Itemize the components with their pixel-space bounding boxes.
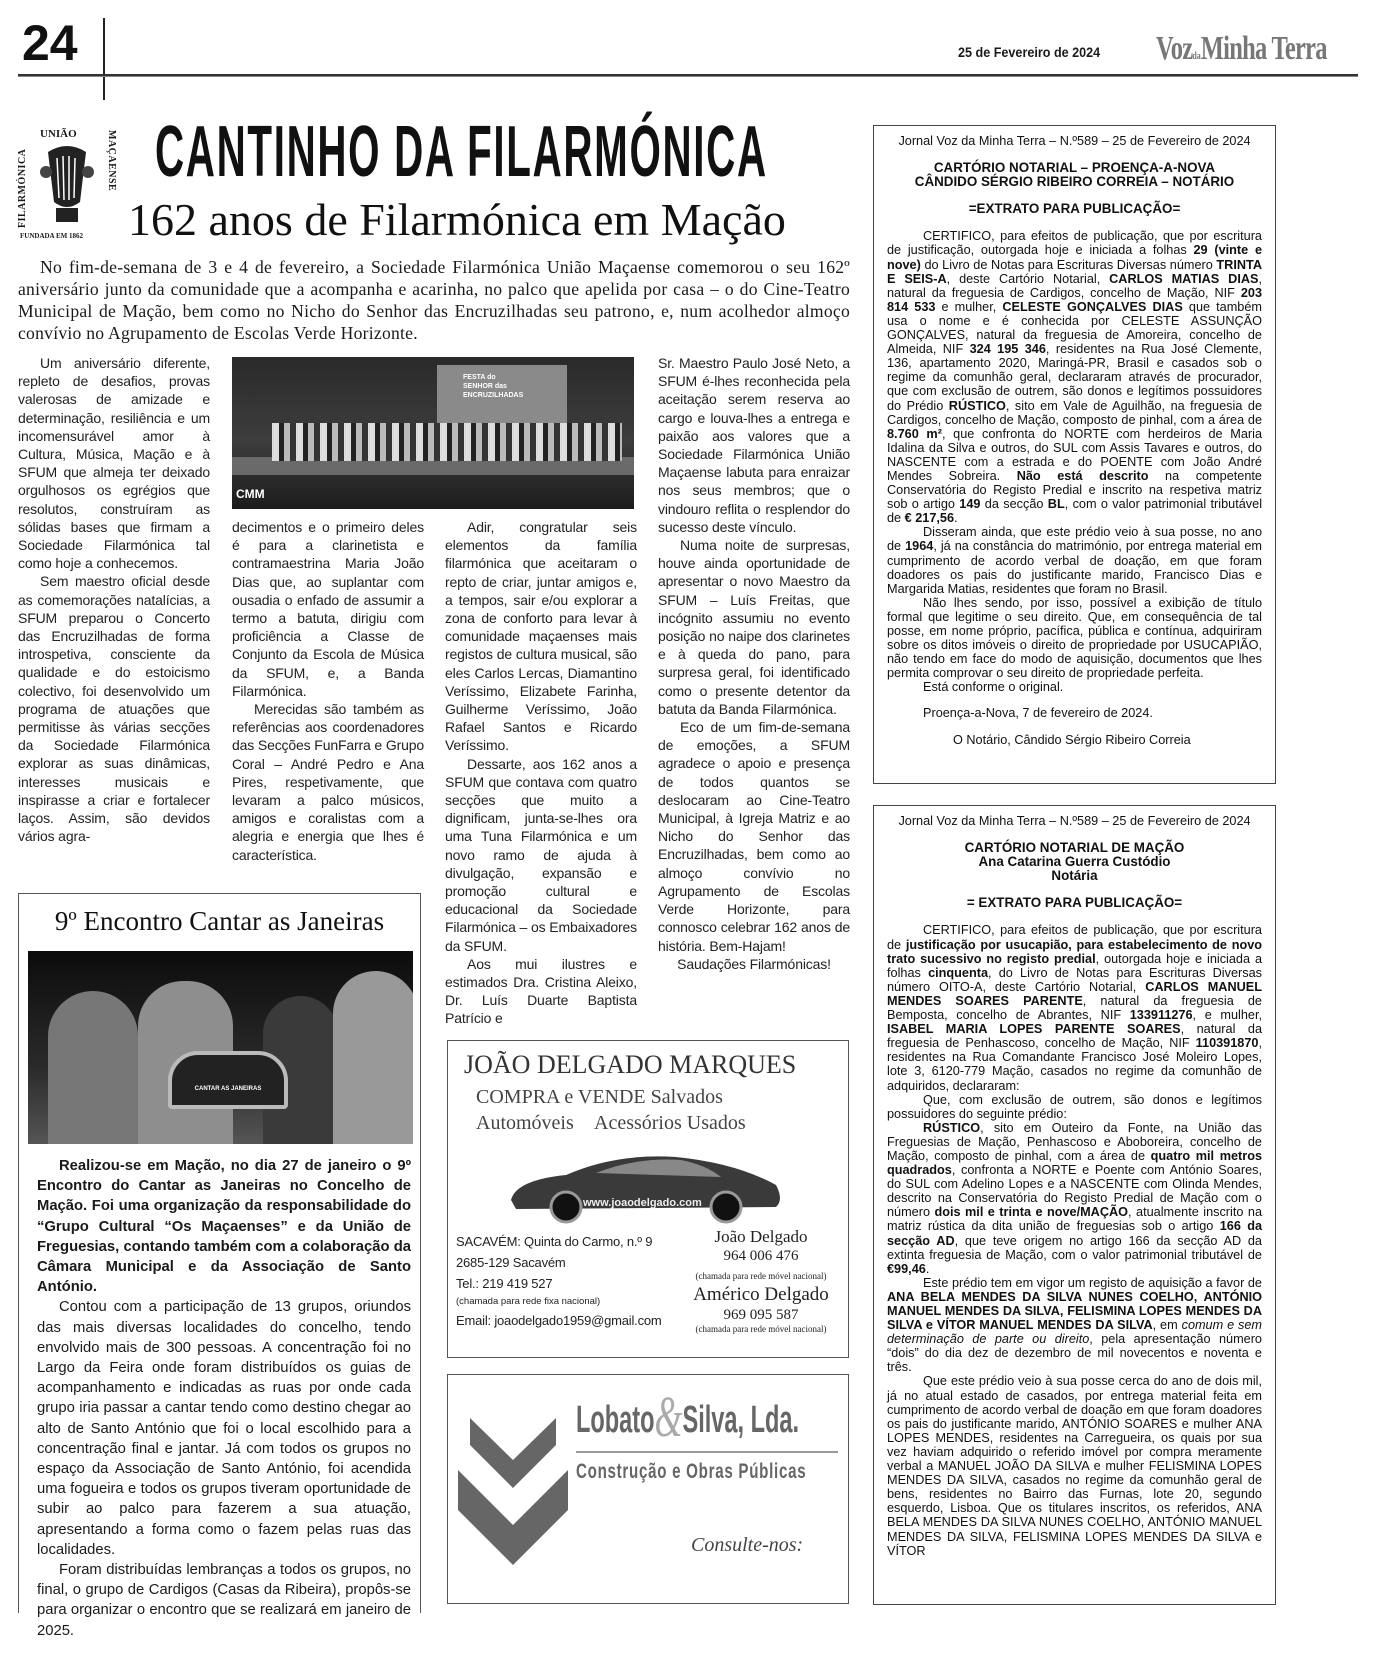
text: , atualmente inscrito na matriz rústica da dita união de freguesias sob o artigo	[887, 1205, 1262, 1234]
section-title: CANTINHO DA FILARMÓNICA	[155, 112, 768, 192]
text: Que, com exclusão de outrem, são donos e legítimos possuidores do seguinte prédio:	[887, 1092, 1262, 1121]
text: , com o valor patrimonial tributável de	[887, 497, 1263, 526]
lobato-name1: Lobato	[576, 1399, 655, 1441]
bold-text: ANA BELA MENDES DA SILVA NUNES COELHO, ANTÓNIO MANUEL MENDES DA SILVA, FELISMINA LOPES MENDES DA SILVA e VÍTOR MANUEL MENDES DA SILVA	[887, 1289, 1262, 1333]
notice-paragraph	[887, 680, 1262, 694]
person-silhouette	[48, 991, 138, 1144]
notice-title: CARTÓRIO NOTARIAL – PROENÇA-A-NOVA	[933, 160, 1216, 176]
paragraph: Adir, congratular seis elementos da família filarmónica que aceitaram o repto de criar, juntar amigos e, a tempos, sair e/ou explorar a zona de conforto para levar à comunidade maçaenses mais registos de cultura musical, são eles Carlos Lercas, Diamantino Veríssimo, Elizabete Farinha, Guilherme Veríssimo, João Rafael Santos e Ricardo Veríssimo.	[445, 519, 637, 754]
ad-phone-note: (chamada para rede fixa nacional)	[456, 1296, 601, 1307]
notice-body	[887, 229, 1262, 694]
text: , sito em Outeiro da Fonte, na União das Freguesias de Mação, Penhascoso e Aboboreira, concelho de Mação, composto de pinhal, com a área de	[887, 1120, 1262, 1163]
notice-place-date: Proença-a-Nova, 7 de fevereiro de 2024.	[923, 706, 1153, 721]
text: Este prédio tem em vigor um registo de aquisição a favor de	[923, 1275, 1262, 1290]
notice-paragraph	[887, 229, 1262, 525]
musicians-group	[272, 423, 622, 461]
ad-company-name: JOÃO DELGADO MARQUES	[464, 1050, 797, 1079]
page-number: 24	[22, 15, 78, 71]
logo-top-text: UNIÃO	[40, 128, 77, 140]
janeiras-lead: Realizou-se em Mação, no dia 27 de janeiro o 9º Encontro do Cantar as Janeiras no Concelho de Mação. Foi uma organização da responsabilidade do “Grupo Cultural “Os Maçaenses” e da União de Freguesias, contando também com a colaboração da Câmara Municipal e da Associação de Santo António.	[37, 1158, 411, 1296]
notice-signature: O Notário, Cândido Sérgio Ribeiro Correia	[953, 732, 1191, 747]
issue-date: 25 de Fevereiro de 2024	[958, 44, 1101, 60]
bold-text: 149	[959, 497, 981, 512]
closing-salutation: Saudações Filarmónicas!	[677, 955, 831, 972]
bold-text: dois mil e trinta e nove/MAÇÃO	[934, 1205, 1129, 1220]
logo-right-text: MAÇAENSE	[106, 130, 117, 192]
notice-paragraph	[887, 1276, 1262, 1375]
bold-text: €99,46	[887, 1261, 926, 1276]
concert-photo	[232, 357, 634, 509]
car-image	[506, 1145, 786, 1225]
ad-contacts	[676, 1227, 846, 1335]
person-silhouette	[333, 971, 413, 1144]
paragraph: Dessarte, aos 162 anos a SFUM que contava com quatro secções que muito a dignificam, junta-se-lhes ora uma Tuna Filarmónica e um novo ramo de ajuda à divulgação, expansão e promoção cultural e educacional da Sociedade Filarmónica – os Embaixadores da SFUM.	[445, 755, 637, 954]
text: , outorgada hoje e iniciada a folhas	[887, 951, 1262, 980]
bold-text: BL	[1047, 497, 1065, 512]
bold-text: 324 195 346	[969, 342, 1046, 357]
lobato-tagline: Construção e Obras Públicas	[576, 1460, 807, 1483]
article-column-2	[232, 518, 424, 864]
article-headline: 162 anos de Filarmónica em Mação	[128, 194, 786, 245]
ad-address-block	[456, 1231, 670, 1331]
bold-text: € 217,56	[904, 511, 955, 526]
ad-phone: Tel.: 219 419 527	[456, 1276, 553, 1291]
contact2-note: (chamada para rede móvel nacional)	[695, 1324, 827, 1334]
ad-joao-delgado	[447, 1040, 849, 1358]
paragraph: decimentos e o primeiro deles é para a clarinetista e contramaestrina Maria João Dias que, ao suplantar com ousadia o enfado de assumir a termo a batuta, dirigiu com proficiência a Classe de Conjunto da Escola de Música da SFUM, e, a Banda Filarmónica.	[232, 519, 424, 699]
notary-notice-macao	[873, 805, 1276, 1605]
text: Está conforme o original.	[923, 680, 1064, 695]
text: , já na constância do matrimónio, por entrega material em cumprimento de acordo verbal de doação, em que foram doadores os pais do justificante marido, Francisco Dias e Margarida Matias, residentes que foram no Brasil.	[887, 539, 1262, 596]
bold-text: CELESTE GONÇALVES DIAS	[1002, 299, 1183, 314]
masthead-voz: Voz	[1156, 30, 1193, 67]
ad-postcode: 2685-129 Sacavém	[456, 1255, 566, 1270]
lobato-rule	[576, 1451, 838, 1453]
text: CERTIFICO, para efeitos de publicação, que por escritura de	[887, 923, 1262, 952]
contact1-name: João Delgado	[714, 1227, 808, 1246]
bold-text: 110391870	[1195, 1036, 1259, 1051]
notice-extract-label: = EXTRATO PARA PUBLICAÇÃO=	[966, 895, 1183, 911]
text: da secção	[980, 497, 1048, 512]
logo-left-text: FILARMÓNICA	[17, 148, 28, 228]
bold-text: 166 da secção AD	[887, 1219, 1263, 1248]
ad-email[interactable]: Email: joaodelgado1959@gmail.com	[456, 1313, 662, 1328]
contact2-name: Américo Delgado	[693, 1284, 829, 1305]
photo-banner-text: FESTA do SENHOR das ENCRUZILHADAS	[463, 374, 524, 399]
text: e mulher,	[935, 299, 1003, 314]
paragraph: Contou com a participação de 13 grupos, oriundos das mais diversas localidades do concelho, tendo envolvido mais de 300 pessoas. A concentração foi no Largo da Feira onde foram distribuídos os guias de acompanhamento e indicadas as ruas por onde cada grupo iria passar a cantar tendo como destino chegar ao alto de Santo António que foi o local escolhido para a concentração final e jantar. Já com todos os grupos no espaço da Associação de Santo António, foi acendida uma fogueira e todos os grupos tiveram oportunidade de subir ao palco para fazerem a sua atuação, apresentando a forma como o fazem pelas ruas das localidades.	[37, 1299, 411, 1558]
paragraph: Sr. Maestro Paulo José Neto, a SFUM é-lhes reconhecida pela aceitação serem reserva ao cargo e louva-lhes a entrega e paixão aos valores que a Sociedade Filarmónica União Maçaense labuta para enraizar nos seus membros; que o vindouro reflita o resplendor do sucesso deste vínculo.	[658, 355, 850, 535]
notice-paragraph	[887, 1374, 1262, 1557]
text: que também usa o nome e é conhecida por CELESTE ASSUNÇÃO GONÇALVES, natural da freguesia de Amoreira, concelho de Almeida, NIF	[887, 299, 1262, 357]
lobato-name	[576, 1384, 800, 1449]
text: na competente Conservatória do Registo Predial e inscrito na respetiva matriz sob o artigo	[887, 468, 1262, 512]
lobato-ampersand: &	[654, 1384, 683, 1449]
text: , em	[1152, 1318, 1182, 1333]
ad-address: SACAVÉM: Quinta do Carmo, n.º 9	[456, 1234, 653, 1249]
text: , que confronta do NORTE com herdeiros de Maria Idalina da Silva e outros, do SUL com Assis Tavares e outros, do NASCENTE com a estrada e do POENTE com João André Mendes Sobreira.	[887, 426, 1262, 483]
notice-paragraph	[887, 525, 1262, 595]
header-rule	[18, 74, 1358, 77]
text: , confronta a NORTE e Poente com António Soares, do SUL com Adelino Lopes e a NASCENTE com Olinda Mendes, descrito na Conservatória do Registo Predial de Mação com o número	[887, 1163, 1262, 1220]
bold-text: TRINTA E SEIS-A	[887, 257, 1262, 286]
masthead-rest: Minha Terra	[1200, 30, 1327, 67]
paragraph: Numa noite de surpresas, houve ainda oportunidade de apresentar o novo Maestro da SFUM – Luís Freitas, que incógnito assumiu no evento posição no naipe dos clarinetes e à queda do pano, para surpresa geral, foi identificado como o presente detentor da batuta da Banda Filarmónica.	[658, 537, 850, 717]
notice-title: CARTÓRIO NOTARIAL DE MAÇÃO	[964, 840, 1185, 856]
janeiras-title: 9º Encontro Cantar as Janeiras	[54, 906, 385, 936]
notice-notary-name: CÂNDIDO SÉRGIO RIBEIRO CORREIA – NOTÁRIO	[914, 174, 1235, 190]
bold-text: ISABEL MARIA LOPES PARENTE SOARES	[887, 1022, 1181, 1037]
notice-paragraph	[887, 596, 1262, 681]
notice-notary-name: Ana Catarina Guerra Custódio	[978, 854, 1171, 870]
bold-text: Não está descrito	[1016, 468, 1149, 483]
notary-notice-proenca	[873, 125, 1276, 784]
paragraph: Merecidas são também as referências aos coordenadores das Secções FunFarra e Grupo Coral – André Pedro e Ana Pires, respetivamente, que levaram a palco músicos, amigos e coralistas com a alegria e energia que lhes é característica.	[232, 701, 424, 863]
contact1-phone: 964 006 476	[723, 1248, 799, 1264]
car-website[interactable]: www.joaodelgado.com	[583, 1197, 702, 1209]
paragraph: Aos mui ilustres e estimados Dra. Cristina Aleixo, Dr. Luís Duarte Baptista Patrício e	[445, 955, 637, 1027]
bold-text: 8.760 m²	[887, 426, 942, 441]
text: do Livro de Notas para Escrituras Diversas número	[920, 257, 1217, 272]
notice-paragraph	[887, 1121, 1262, 1276]
lobato-name2: Silva, Lda.	[682, 1399, 800, 1441]
notice-paragraph	[887, 923, 1262, 1092]
logo-bottom-text: FUNDADA EM 1862	[20, 232, 83, 240]
stage-screen	[437, 365, 567, 425]
contact2-phone: 969 095 587	[723, 1307, 799, 1323]
paragraph: Sem maestro oficial desde as comemorações natalícias, a SFUM preparou o Concerto das Encruzilhadas de forma introspetiva, consciente da qualidade e do estoicismo colectivo, foi desenvolvido um programa de atuações que permitisse às várias secções da Sociedade Filarmónica explorar as suas dinâmicas, interesses musicais e inspirasse a criar e fortalecer laços. Assim, são devidos vários agra-	[18, 573, 210, 845]
text: Que este prédio veio à sua posse cerca do ano de dois mil, já no atual estado de casados, por entrega material feita em cumprimento de acordo verbal de doação em que foram doadores os pais do justificante marido, ANTÓNIO SOARES e mulher ANA LOPES MENDES, residentes na Carregueira, os quais por sua vez haviam adquirido o referido imóvel por compra meramente verbal a MANUEL JOÃO DA SILVA e mulher FELISMINA LOPES MENDES DA SILVA, casados no regime da comunhão geral de bens, residentes no Bairro das Furnas, lote 20, segundo esquerdo, Lisboa. Que os titulares inscritos, os referidos, ANA BELA MENDES DA SILVA NUNES COELHO, ANTÓNIO MANUEL MENDES DA SILVA, FELISMINA LOPES MENDES DA SILVA e VÍTOR	[887, 1374, 1262, 1558]
text: .	[925, 1261, 930, 1276]
bold-text: CARLOS MATIAS DIAS	[1109, 271, 1259, 286]
bold-text: 203 814 533	[887, 285, 1262, 314]
text: Não lhes sendo, por isso, possível a exibição de título formal que legitime o seu direito. Que, em consequência de tal posse, em nome próprio, pacífica, pública e contínua, adquiriram sobre os ditos imóveis o direito de propriedade por USUCAPIÃO, não tendo em face do modo de aquisição, documentos que lhes permita comprovar o seu direito de propriedade perfeita.	[887, 595, 1262, 681]
lyre-emblem-icon	[38, 142, 96, 226]
text: , deste Cartório Notarial,	[946, 271, 1110, 286]
bold-text: 1964	[905, 539, 934, 554]
article-column-3	[445, 518, 637, 1028]
article-column-1	[18, 354, 210, 845]
contact1-note: (chamada para rede móvel nacional)	[695, 1271, 827, 1281]
bold-text: RÚSTICO	[923, 1120, 981, 1135]
janeiras-article	[18, 893, 421, 1639]
text: , natural da freguesia de Penhascoso, concelho de Mação, NIF	[887, 1022, 1263, 1051]
text: , natural da freguesia de Cardigos, concelho de Mação, NIF	[887, 271, 1262, 300]
bold-text: CARLOS MANUEL MENDES SOARES PARENTE	[887, 979, 1262, 1008]
ad-line1: COMPRA e VENDE Salvados	[476, 1086, 723, 1108]
bold-text: cinquenta	[928, 965, 988, 980]
notice-paragraph	[887, 1093, 1262, 1121]
text: , e mulher,	[1192, 1008, 1262, 1023]
lobato-chevron-logo-icon	[458, 1400, 568, 1580]
text: , natural da freguesia de Bemposta, concelho de Abrantes, NIF	[887, 993, 1262, 1023]
bold-text: quatro mil metros quadrados	[887, 1148, 1263, 1178]
paragraph: Um aniversário diferente, repleto de desafios, provas valerosas de amizade e determinação, resiliência e um incomensurável amor à Cultura, Música, Mação e à SFUM que almeja ter deixado orgulhosos os egrégios que resolutos, construíram as sólidas bases que firmam a Sociedade Filarmónica tal como hoje a conhecemos.	[18, 355, 210, 572]
janeiras-body	[37, 1156, 411, 1641]
text: , pela apresentação número “dois” do dia dez de dezembro de mil novecentos e noventa e três.	[887, 1332, 1262, 1375]
plaque-text: CANTAR AS JANEIRAS	[194, 1086, 262, 1092]
janeiras-photo	[28, 951, 413, 1144]
ad-line2a: Automóveis	[476, 1112, 574, 1134]
award-plaque	[168, 1051, 288, 1109]
notice-header: Jornal Voz da Minha Terra – N.º589 – 25 de Fevereiro de 2024	[898, 134, 1251, 148]
lobato-cta: Consulte-nos:	[691, 1534, 804, 1556]
article-column-4	[658, 354, 850, 973]
filarmonica-logo	[18, 128, 120, 240]
photo-credit: CMM	[236, 487, 265, 501]
paragraph: Eco de um fim-de-semana de emoções, a SFUM agradece o apoio e presença de todos quantos se deslocaram ao Cine-Teatro Municipal, à Igreja Matriz e ao Nicho do Senhor das Encruzilhadas, bem como ao almoço convívio no Agrupamento de Escolas Verde Horizonte, para connosco celebrar 162 anos de história. Bem-Hajam!	[658, 719, 850, 954]
text: .	[954, 511, 958, 526]
italic-text: comum e sem determinação de parte ou direito	[887, 1318, 1263, 1347]
masthead-da: da	[1192, 50, 1201, 62]
text: , sito em Vale de Aguilhão, na freguesia de Cardigos, concelho de Mação, composto de pinhal, com a área de	[887, 398, 1262, 427]
text: Disseram ainda, que este prédio veio à sua posse, no ano de	[887, 525, 1262, 554]
paragraph: Foram distribuídas lembranças a todos os grupos, no final, o grupo de Cardigos (Casas da Ribeira), propôs-se para organizar o encontro que se realizará em janeiro de 2025.	[37, 1562, 411, 1639]
notice-extract-label: =EXTRATO PARA PUBLICAÇÃO=	[968, 201, 1181, 217]
text: CERTIFICO, para efeitos de publicação, que por escritura de justificação, outorgada hoje e iniciada a folhas	[887, 229, 1262, 258]
header-divider	[103, 18, 105, 100]
text: , que teve origem no artigo 166 da secção AD da extinta freguesia de Mação, com o valor patrimonial tributável de	[887, 1233, 1262, 1262]
notice-notary-role: Notária	[1051, 868, 1098, 884]
text: , do Livro de Notas para Escrituras Diversas número OITO-A, deste Cartório Notarial,	[887, 965, 1262, 994]
bold-text: justificação por usucapião, para estabelecimento de novo trato sucessivo no registo predial	[887, 937, 1263, 966]
text: , residentes na Rua José Clemente, 136, apartamento 2020, Maringá-PR, Brasil e casados sob o regime da comunhão geral, declararam através de procurador, que com exclusão de outrem, são donos e legítimos possuidores do Prédio	[887, 342, 1262, 413]
notice-body	[887, 923, 1262, 1557]
bold-text: RÚSTICO	[948, 398, 1006, 413]
article-lead: No fim-de-semana de 3 e 4 de fevereiro, a Sociedade Filarmónica União Maçaense comemorou o seu 162º aniversário junto da comunidade que a acompanha e acarinha, no palco que apelida por casa – o do Cine-Teatro Municipal de Mação, bem como no Nicho do Senhor das Encruzilhadas seu patrono, e, num acolhedor almoço convívio no Agrupamento de Escolas Verde Horizonte.	[18, 257, 850, 343]
ad-lobato-silva	[447, 1374, 849, 1604]
bold-text: 29 (vinte e nove)	[887, 243, 1262, 272]
ad-line2b: Acessórios Usados	[594, 1112, 746, 1134]
bold-text: 133911276	[1129, 1008, 1193, 1023]
notice-header: Jornal Voz da Minha Terra – N.º589 – 25 de Fevereiro de 2024	[898, 814, 1251, 828]
masthead-logo	[1156, 30, 1327, 68]
text: , residentes na Rua Comandante Francisco José Moleiro Lopes, lote 3, 6120-779 Mação, casados no regime da comunhão de adquiridos, declararam:	[887, 1036, 1262, 1093]
